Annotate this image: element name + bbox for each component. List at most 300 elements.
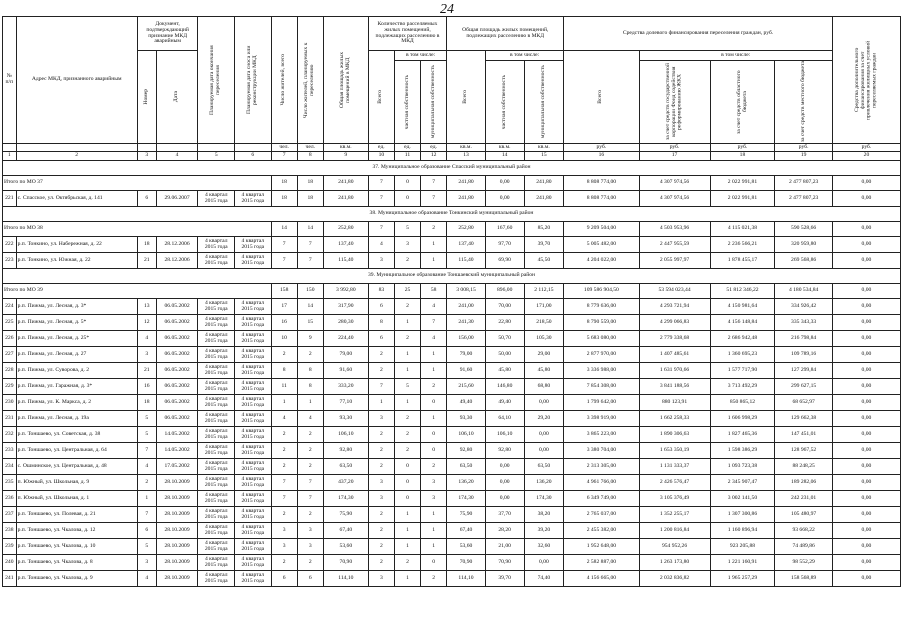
table-cell: 0,00 [832, 191, 900, 207]
section-title-row [3, 207, 901, 222]
total-cell: 2 477 807,23 [775, 176, 833, 191]
table-cell: 0 [394, 491, 420, 507]
table-cell: 0,00 [832, 571, 900, 587]
table-cell: 226 [3, 331, 17, 347]
column-number-cell: 6 [235, 152, 272, 161]
table-cell: 2 [368, 427, 394, 443]
table-cell: 4 [368, 237, 394, 253]
total-cell: 241,80 [447, 176, 486, 191]
table-cell: 50,00 [485, 347, 524, 363]
total-cell: 0,00 [832, 176, 900, 191]
table-cell: 2 426 576,47 [639, 475, 710, 491]
table-cell: 2 [271, 347, 297, 363]
table-cell: 28,20 [485, 523, 524, 539]
table-cell: 1 [421, 253, 447, 269]
table-cell: 171,00 [524, 299, 564, 315]
table-cell: 147 451,01 [775, 427, 833, 443]
address-cell: р.п. Пижма, ул. Лесная, д. 19а [16, 411, 137, 427]
table-cell: 63,50 [323, 459, 368, 475]
table-cell: 06.05.2002 [156, 299, 198, 315]
table-cell: 93,30 [447, 411, 486, 427]
table-cell: 9 [297, 331, 323, 347]
total-cell: 3 008,15 [447, 284, 486, 299]
unit-cell: кв.м. [323, 144, 368, 152]
table-cell: 1 [394, 571, 420, 587]
header-doc-number: Номер [137, 51, 156, 144]
address-cell: р.п. Тоншаево, ул. Центральная, д. 64 [16, 443, 137, 459]
address-cell: р.п. Тоншаево, ул. Чкалова, д. 12 [16, 523, 137, 539]
table-cell: 216 798,84 [775, 331, 833, 347]
table-cell: 4 квартал 2015 года [235, 491, 272, 507]
column-number-cell: 11 [394, 152, 420, 161]
table-cell: 1 407 485,61 [639, 347, 710, 363]
unit-cell [137, 144, 156, 152]
table-cell: 1 [421, 411, 447, 427]
header-document: Документ, подтверждающий признание МКД аварийным [137, 17, 198, 51]
table-cell: 4 156 148,84 [710, 315, 775, 331]
table-cell: 230 [3, 395, 17, 411]
table-cell: 93 668,22 [775, 523, 833, 539]
table-cell: 28.10.2009 [156, 571, 198, 587]
table-cell: 5 005 482,00 [564, 237, 639, 253]
table-cell: 39,20 [524, 523, 564, 539]
total-cell: 241,80 [524, 176, 564, 191]
table-cell: 4 квартал 2015 года [198, 315, 235, 331]
table-cell: 6 349 749,00 [564, 491, 639, 507]
section-title: 39. Муниципальное образование Тоншаевский муниципальный район [3, 269, 901, 284]
table-cell: 0,00 [832, 443, 900, 459]
table-cell: 7 [271, 237, 297, 253]
table-cell: 7 [297, 253, 323, 269]
table-cell: 0 [394, 475, 420, 491]
header-additional: Средства дополнительного финансирования за счет привлечения жилищных условий переселяемых граждан [832, 17, 900, 144]
table-cell: 4 квартал 2015 года [235, 299, 272, 315]
table-cell: 218,50 [524, 315, 564, 331]
header-area-total: Всего [447, 51, 486, 144]
table-cell: 231 [3, 411, 17, 427]
total-cell: 0,00 [485, 176, 524, 191]
header-funds-total: Всего [564, 51, 639, 144]
table-cell: 39,70 [485, 571, 524, 587]
header-regional: за счет средств областного бюджета [710, 61, 775, 144]
table-cell: 1 221 160,91 [710, 555, 775, 571]
column-number-cell: 20 [832, 152, 900, 161]
address-cell: с. Ошминское, ул. Центральная, д. 48 [16, 459, 137, 475]
table-cell: 146,80 [485, 379, 524, 395]
table-cell: 2 [368, 459, 394, 475]
table-row [3, 363, 901, 379]
table-cell: 29.06.2007 [156, 191, 198, 207]
total-row [3, 176, 901, 191]
table-cell: 29,20 [524, 411, 564, 427]
table-cell: 1 [297, 395, 323, 411]
total-cell: 25 [394, 284, 420, 299]
table-cell: 4 [137, 459, 156, 475]
table-cell: 129 662,38 [775, 411, 833, 427]
table-cell: 1 631 970,66 [639, 363, 710, 379]
table-cell: 114,10 [447, 571, 486, 587]
header-local: за счет средств местного бюджета [775, 61, 833, 144]
table-cell: 2 032 836,82 [639, 571, 710, 587]
table-cell: 3 [137, 347, 156, 363]
total-cell: 0 [394, 176, 420, 191]
column-number-cell: 4 [156, 152, 198, 161]
address-cell: р.п. Тоншаево, ул. Чкалова, д. 9 [16, 571, 137, 587]
table-cell: 4 [271, 411, 297, 427]
table-cell: 127 299,84 [775, 363, 833, 379]
table-cell: 0 [394, 459, 420, 475]
table-cell: 3 002 141,50 [710, 491, 775, 507]
table-cell: 4 квартал 2015 года [235, 507, 272, 523]
table-cell: 3 [297, 539, 323, 555]
total-cell: 4 180 534,84 [775, 284, 833, 299]
table-cell: 7 [271, 475, 297, 491]
table-cell: 4 квартал 2015 года [198, 571, 235, 587]
table-cell: 0,00 [832, 539, 900, 555]
table-cell: 17.05.2002 [156, 459, 198, 475]
address-cell: п. Южный, ул. Школьная, д. 1 [16, 491, 137, 507]
address-cell: р.п. Пижма, ул. Лесная, д. 25* [16, 331, 137, 347]
table-row [3, 379, 901, 395]
table-cell: 21 [137, 363, 156, 379]
table-cell: 3 [421, 475, 447, 491]
table-row [3, 539, 901, 555]
header-planned-relocation: Планируемая дата окончания переселения [198, 17, 235, 144]
table-cell: 2 [368, 555, 394, 571]
table-cell: 2 [394, 253, 420, 269]
table-row [3, 491, 901, 507]
table-cell: 45,80 [524, 363, 564, 379]
table-cell: 2 [394, 331, 420, 347]
table-cell: 0,00 [832, 331, 900, 347]
header-rooms-in-that: в том числе: [394, 51, 446, 61]
table-cell: 0 [421, 395, 447, 411]
table-cell: 3 [271, 523, 297, 539]
table-cell: 18 [137, 395, 156, 411]
table-cell: 4 квартал 2015 года [235, 347, 272, 363]
table-cell: 3 336 988,00 [564, 363, 639, 379]
total-cell: 3 992,80 [323, 284, 368, 299]
table-cell: 4 квартал 2015 года [198, 523, 235, 539]
table-cell: 7 [421, 191, 447, 207]
table-cell: 0,00 [485, 459, 524, 475]
table-row [3, 555, 901, 571]
table-cell: 2 455 382,00 [564, 523, 639, 539]
table-cell: 4 961 766,00 [564, 475, 639, 491]
total-cell: 85,20 [524, 222, 564, 237]
unit-cell: руб. [832, 144, 900, 152]
table-cell: 28.10.2009 [156, 555, 198, 571]
table-cell: 3 [297, 523, 323, 539]
table-cell: 8 [297, 363, 323, 379]
table-cell: 0,00 [832, 395, 900, 411]
table-cell: 4 [421, 299, 447, 315]
table-cell: 74,40 [524, 571, 564, 587]
table-cell: 5 683 080,00 [564, 331, 639, 347]
table-cell: 0,00 [832, 237, 900, 253]
total-cell: 2 112,15 [524, 284, 564, 299]
column-number-cell: 1 [3, 152, 17, 161]
section-title-row [3, 269, 901, 284]
table-cell: 29,00 [524, 347, 564, 363]
table-cell: 92,80 [447, 443, 486, 459]
table-cell: 17 [271, 299, 297, 315]
table-cell: 1 606 998,29 [710, 411, 775, 427]
total-cell: 4 115 021,38 [710, 222, 775, 237]
table-cell: 2 [297, 507, 323, 523]
table-cell: 0,00 [524, 427, 564, 443]
table-cell: 1 662 258,33 [639, 411, 710, 427]
table-row [3, 347, 901, 363]
table-cell: 4 квартал 2015 года [235, 443, 272, 459]
table-cell: 92,80 [485, 443, 524, 459]
table-cell: 32,60 [524, 539, 564, 555]
table-cell: 2 765 037,00 [564, 507, 639, 523]
table-cell: 227 [3, 347, 17, 363]
table-cell: 0,00 [832, 475, 900, 491]
table-cell: 2 236 566,21 [710, 237, 775, 253]
table-cell: 115,40 [447, 253, 486, 269]
total-cell: 7 [368, 222, 394, 237]
total-cell: 2 022 991,81 [710, 176, 775, 191]
table-cell: 234 [3, 459, 17, 475]
header-rooms-area: Общая площадь жилых помещений, подлежащих расселению в МКД [447, 17, 564, 51]
unit-cell: руб. [775, 144, 833, 152]
table-cell: 4 квартал 2015 года [198, 411, 235, 427]
table-cell: 8 [271, 363, 297, 379]
total-cell: 7 [368, 176, 394, 191]
table-cell: 320 959,80 [775, 237, 833, 253]
table-cell: 106,10 [485, 427, 524, 443]
total-cell: 7 [421, 176, 447, 191]
table-cell: 0,00 [485, 475, 524, 491]
table-cell: 1 093 723,38 [710, 459, 775, 475]
table-cell: 2 [271, 555, 297, 571]
total-cell: 2 [421, 222, 447, 237]
table-cell: 7 [297, 475, 323, 491]
table-cell: 92,80 [323, 443, 368, 459]
table-cell: 241,00 [447, 299, 486, 315]
unit-cell [3, 144, 17, 152]
table-cell: 1 360 695,23 [710, 347, 775, 363]
table-cell: 69,90 [485, 253, 524, 269]
table-row [3, 475, 901, 491]
table-cell: 70,90 [323, 555, 368, 571]
unit-cell: кв.м. [485, 144, 524, 152]
table-cell: 06.05.2002 [156, 315, 198, 331]
table-cell: 06.05.2002 [156, 347, 198, 363]
table-cell: 1 200 816,84 [639, 523, 710, 539]
table-cell: 28.10.2009 [156, 475, 198, 491]
table-cell: 1 [137, 491, 156, 507]
table-cell: 8 790 559,00 [564, 315, 639, 331]
table-cell: 63,50 [524, 459, 564, 475]
table-cell: 174,30 [447, 491, 486, 507]
table-cell: 3 398 919,00 [564, 411, 639, 427]
table-cell: 1 653 350,19 [639, 443, 710, 459]
table-row [3, 523, 901, 539]
table-cell: 45,50 [524, 253, 564, 269]
table-row [3, 507, 901, 523]
table-cell: 105 480,97 [775, 507, 833, 523]
table-cell: 1 352 255,17 [639, 507, 710, 523]
total-cell: 14 [271, 222, 297, 237]
header-area-in-that: в том числе: [485, 51, 563, 61]
table-cell: 137,40 [447, 237, 486, 253]
total-cell: 5 [394, 222, 420, 237]
table-cell: 06.05.2002 [156, 411, 198, 427]
unit-cell [198, 144, 235, 152]
table-cell: 1 263 173,80 [639, 555, 710, 571]
table-cell: 4 квартал 2015 года [235, 331, 272, 347]
table-cell: 68,80 [524, 379, 564, 395]
table-cell: 7 [137, 443, 156, 459]
table-cell: 4 307 974,56 [639, 191, 710, 207]
total-cell: 150 [297, 284, 323, 299]
table-cell: 4 квартал 2015 года [235, 237, 272, 253]
table-cell: 38,20 [524, 507, 564, 523]
table-cell: 4 квартал 2015 года [235, 191, 272, 207]
unit-cell: кв.м. [447, 144, 486, 152]
table-cell: 1 [394, 363, 420, 379]
total-label: Итого по МО 39 [3, 284, 272, 299]
table-cell: 114,10 [323, 571, 368, 587]
table-cell: 16 [137, 379, 156, 395]
table-cell: 333,20 [323, 379, 368, 395]
table-cell: 4 квартал 2015 года [198, 459, 235, 475]
table-cell: 4 [137, 331, 156, 347]
header-rooms-municipal: муниципальная собственность [421, 61, 447, 144]
table-cell: 1 307 300,86 [710, 507, 775, 523]
table-cell: 77,10 [323, 395, 368, 411]
table-cell: 5 [394, 379, 420, 395]
table-cell: 3 [368, 571, 394, 587]
table-cell: 235 [3, 475, 17, 491]
table-cell: 2 582 887,00 [564, 555, 639, 571]
table-cell: 0,00 [832, 379, 900, 395]
total-cell: 4 307 974,56 [639, 176, 710, 191]
table-cell: 14.05.2002 [156, 427, 198, 443]
address-cell: р.п. Тонкино, ул. Набережная, д. 22 [16, 237, 137, 253]
total-cell: 252,80 [323, 222, 368, 237]
table-cell: 28.10.2009 [156, 491, 198, 507]
table-row [3, 299, 901, 315]
table-cell: 335 343,33 [775, 315, 833, 331]
table-cell: 4 204 022,00 [564, 253, 639, 269]
table-cell: 7 [271, 491, 297, 507]
table-cell: 105,30 [524, 331, 564, 347]
address-cell: р.п. Пижма, ул. Лесная, д. 3* [16, 299, 137, 315]
table-cell: 0 [421, 555, 447, 571]
table-cell: 228 [3, 363, 17, 379]
table-cell: 241,80 [447, 191, 486, 207]
total-cell: 8 808 774,00 [564, 176, 639, 191]
table-cell: 1 131 333,37 [639, 459, 710, 475]
table-cell: 2 [421, 459, 447, 475]
table-cell: 70,90 [485, 555, 524, 571]
table-cell: 4 квартал 2015 года [235, 571, 272, 587]
table-cell: 67,40 [447, 523, 486, 539]
table-cell: 5 [137, 411, 156, 427]
table-cell: 2 055 997,97 [639, 253, 710, 269]
table-cell: 0,00 [485, 491, 524, 507]
table-cell: 7 [297, 237, 323, 253]
table-row [3, 237, 901, 253]
header-funds: Средства долевого финансирования переселения граждан, руб. [564, 17, 833, 51]
table-row [3, 411, 901, 427]
table-cell: 2 [394, 443, 420, 459]
address-cell: р.п. Пижма, ул. Гаражная, д. 3* [16, 379, 137, 395]
table-cell: 1 952 648,00 [564, 539, 639, 555]
table-cell: 1 [394, 539, 420, 555]
table-cell: 2 [421, 379, 447, 395]
table-row [3, 459, 901, 475]
table-cell: 91,60 [323, 363, 368, 379]
table-cell: 224 [3, 299, 17, 315]
unit-cell: чел. [271, 144, 297, 152]
total-cell: 252,80 [447, 222, 486, 237]
table-cell: 06.05.2002 [156, 363, 198, 379]
table-cell: 923 205,88 [710, 539, 775, 555]
table-cell: 0 [394, 191, 420, 207]
table-cell: 2 [368, 523, 394, 539]
table-cell: 4 [137, 571, 156, 587]
total-label: Итого по МО 38 [3, 222, 272, 237]
unit-cell [156, 144, 198, 152]
table-cell: 3 [368, 253, 394, 269]
total-cell: 241,80 [323, 176, 368, 191]
table-cell: 3 713 492,29 [710, 379, 775, 395]
header-rooms-private: частная собственность [394, 61, 420, 144]
table-cell: 2 [421, 571, 447, 587]
section-title: 37. Муниципальное образование Спасский муниципальный район [3, 161, 901, 176]
table-cell: 4 квартал 2015 года [198, 427, 235, 443]
table-cell: 233 [3, 443, 17, 459]
table-cell: 223 [3, 253, 17, 269]
table-cell: 1 [271, 395, 297, 411]
column-number-cell: 9 [323, 152, 368, 161]
table-cell: 174,30 [524, 491, 564, 507]
table-cell: 39,70 [524, 237, 564, 253]
table-cell: 6 [368, 299, 394, 315]
table-cell: 2 447 955,59 [639, 237, 710, 253]
units-row [3, 144, 901, 152]
table-cell: 3 [394, 237, 420, 253]
table-cell: 137,40 [323, 237, 368, 253]
table-cell: 64,10 [485, 411, 524, 427]
unit-cell: ед. [394, 144, 420, 152]
column-number-cell: 19 [775, 152, 833, 161]
table-cell: 299 627,15 [775, 379, 833, 395]
table-cell: 28.12.2006 [156, 237, 198, 253]
table-cell: 1 [394, 523, 420, 539]
table-cell: 0,00 [524, 395, 564, 411]
table-body [3, 144, 901, 587]
column-number-cell: 5 [198, 152, 235, 161]
table-cell: 8 [297, 379, 323, 395]
address-cell: р.п. Пижма, ул. Лесная, д. 27 [16, 347, 137, 363]
total-cell: 896,00 [485, 284, 524, 299]
column-numbers-row [3, 152, 901, 161]
table-cell: 2 [271, 443, 297, 459]
table-row [3, 191, 901, 207]
total-cell: 18 [271, 176, 297, 191]
table-cell: 7 [137, 507, 156, 523]
table-cell: 1 [421, 507, 447, 523]
table-cell: 0,00 [832, 555, 900, 571]
table-cell: 2 [271, 427, 297, 443]
table-cell: 269 568,86 [775, 253, 833, 269]
